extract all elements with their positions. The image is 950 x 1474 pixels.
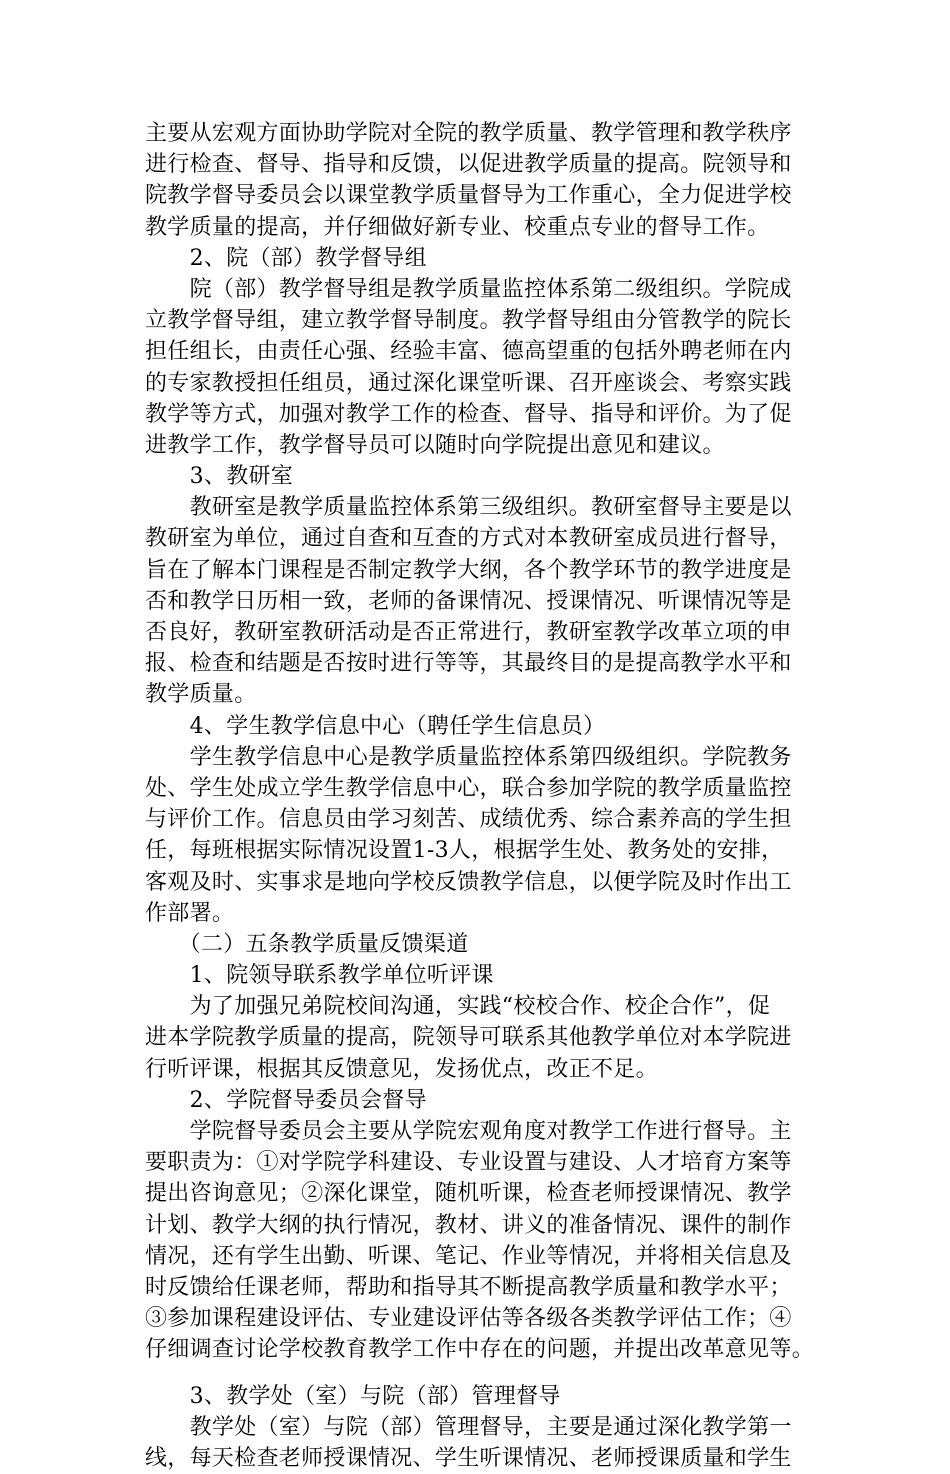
section-heading: 1、院领导联系教学单位听评课 (145, 963, 494, 989)
document-page (145, 118, 815, 1474)
text-line: 进教学工作，教学督导员可以随时向学院提出意见和建议。 (145, 432, 725, 458)
text-line: 的专家教授担任组员，通过深化课堂听课、召开座谈会、考察实践 (145, 370, 792, 396)
text-line: 与评价工作。信息员由学习刻苦、成绩优秀、综合素养高的学生担 (145, 807, 792, 833)
section-heading: 2、院（部）教学督导组 (145, 245, 427, 271)
text-line: 学院督导委员会主要从学院宏观角度对教学工作进行督导。主 (145, 1119, 792, 1144)
text-line: 教学质量。 (145, 682, 257, 708)
text-line: 线，每天检查老师授课情况、学生听课情况、老师授课质量和学生 (145, 1445, 792, 1471)
text-line: 否良好，教研室教研活动是否正常进行，教研室教学改革立项的申 (145, 620, 792, 645)
section-heading: 2、学院督导委员会督导 (145, 1087, 427, 1113)
text-line: 担任组长，由责任心强、经验丰富、德高望重的包括外聘老师在内 (145, 339, 792, 365)
text-line: 旨在了解本门课程是否制定教学大纲，各个教学环节的教学进度是 (145, 557, 792, 583)
text-line: 要职责为：①对学院学科建设、专业设置与建设、人才培育方案等 (145, 1150, 792, 1176)
text-line: 进行检查、督导、指导和反馈，以促进教学质量的提高。院领导和 (145, 152, 792, 178)
text-line: ③参加课程建设评估、专业建设评估等各级各类教学评估工作；④ (145, 1306, 792, 1332)
text-line: 任，每班根据实际情况设置1-3人，根据学生处、教务处的安排， (145, 838, 784, 864)
text-line: 教学质量的提高，并仔细做好新专业、校重点专业的督导工作。 (145, 214, 770, 240)
section-heading: 3、教学处（室）与院（部）管理督导 (145, 1383, 561, 1409)
text-line: 立教学督导组，建立教学督导制度。教学督导组由分管教学的院长 (145, 308, 792, 334)
text-line: 学生教学信息中心是教学质量监控体系第四级组织。学院教务 (145, 744, 792, 770)
text-line: 教学等方式，加强对教学工作的检查、督导、指导和评价。为了促 (145, 401, 792, 427)
text-line: 进本学院教学质量的提高，院领导可联系其他教学单位对本学院进 (145, 1025, 792, 1051)
text-line: 行听评课，根据其反馈意见，发扬优点，改正不足。 (145, 1056, 658, 1082)
body-text (145, 118, 815, 1474)
text-line: 教研室为单位，通过自查和互查的方式对本教研室成员进行督导， (145, 526, 792, 552)
section-heading: 3、教研室 (145, 464, 294, 490)
text-line: 处、学生处成立学生教学信息中心，联合参加学院的教学质量监控 (145, 775, 792, 801)
text-line: 为了加强兄弟院校间沟通，实践“校校合作、校企合作”，促 (145, 994, 771, 1020)
text-line: 教学处（室）与院（部）管理督导，主要是通过深化教学第一 (145, 1414, 792, 1440)
section-heading: 4、学生教学信息中心（聘任学生信息员） (145, 713, 606, 739)
text-line: 院（部）教学督导组是教学质量监控体系第二级组织。学院成 (145, 276, 792, 302)
section-heading: （二）五条教学质量反馈渠道 (145, 931, 469, 957)
text-line: 院教学督导委员会以课堂教学质量督导为工作重心，全力促进学校 (145, 183, 792, 209)
text-line: 作部署。 (145, 900, 235, 926)
text-line: 否和教学日历相一致，老师的备课情况、授课情况、听课情况等是 (145, 588, 792, 614)
text-line: 报、检查和结题是否按时进行等等，其最终目的是提高教学水平和 (145, 651, 792, 677)
text-line: 教研室是教学质量监控体系第三级组织。教研室督导主要是以 (145, 495, 792, 521)
text-line: 时反馈给任课老师，帮助和指导其不断提高教学质量和教学水平； (145, 1274, 792, 1300)
text-line: 客观及时、实事求是地向学校反馈教学信息，以便学院及时作出工 (145, 869, 792, 895)
text-line: 计划、教学大纲的执行情况，教材、讲义的准备情况、课件的制作 (145, 1212, 792, 1238)
text-line: 情况，还有学生出勤、听课、笔记、作业等情况，并将相关信息及 (145, 1243, 792, 1269)
text-line: 仔细调查讨论学校教育教学工作中存在的问题，并提出改革意见等。 (145, 1337, 815, 1363)
text-line: 提出咨询意见；②深化课堂，随机听课，检查老师授课情况、教学 (145, 1181, 792, 1207)
text-line: 主要从宏观方面协助学院对全院的教学质量、教学管理和教学秩序 (145, 121, 792, 146)
paragraph-gap (145, 1366, 805, 1381)
